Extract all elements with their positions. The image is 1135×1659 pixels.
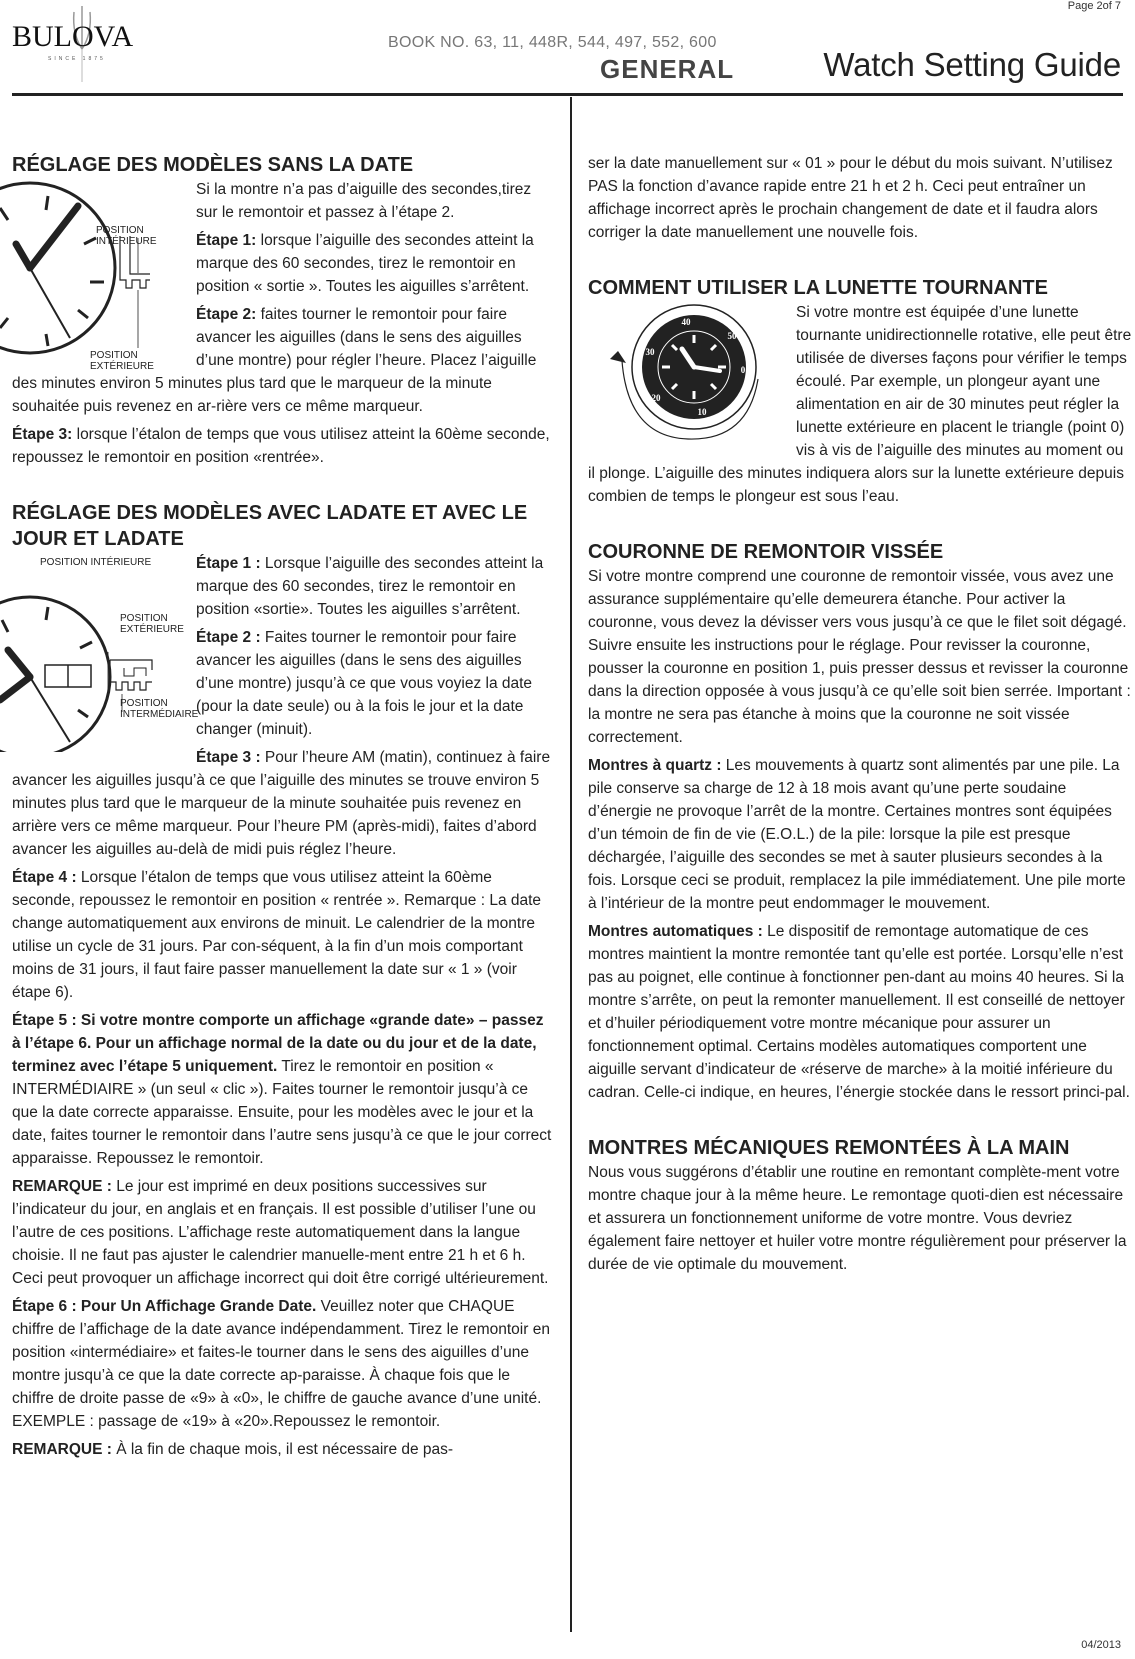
section-heading-with-date: RÉGLAGE DES MODÈLES AVEC LADATE ET AVEC LE JOUR ET LADATE bbox=[12, 502, 528, 550]
section-gap bbox=[588, 249, 1134, 275]
book-number: BOOK NO. 63, 11, 448R, 544, 497, 552, 600 bbox=[388, 34, 717, 51]
step-label: Étape 4 : bbox=[12, 869, 77, 886]
paragraph: Si votre montre est équipée d’une lunette tournante unidirectionnelle rotative, elle peut être utilisée de diverses façons pour vérifier le temps écoulé. Par exemple, un plongeur ayant une alimentation en air de 30 minutes peut régler la lunette extérieure en placent le triangle (point 0) vis à vis de l’aiguille des minutes au moment ou il plonge. L’aiguille des minutes indiquera alors sur la lunette extérieure depuis combien de temps le plongeur est sous l’eau. bbox=[588, 304, 1132, 505]
step-label: Étape 5 : Si votre montre comporte un affichage «grande date» – passez à l’étape 6. Pour un affichage normal de la date ou du jour et de la date, terminez avec l’étape 5 uniquement. bbox=[12, 1012, 544, 1075]
page-number: Page 2of 7 bbox=[1067, 0, 1121, 12]
paragraph bbox=[12, 866, 556, 1004]
right-column bbox=[588, 152, 1134, 1281]
note-text: Le jour est imprimé en deux positions successives sur l’indicateur du jour, en anglais et en français. Il est possible d’utiliser l’une ou l’autre de ces positions. L’affichage reste automatiquement dans la langue choisie. Il ne faut pas ajuster le calendrier manuelle-ment entre 21 h et 6 h. Ceci peut provoquer un affichage incorrect qui doit être corrigé ultérieurement. bbox=[12, 1178, 549, 1287]
figure-label-outer: POSITION EXTÉRIEURE bbox=[120, 613, 184, 635]
step-text: Lorsque l’aiguille des secondes atteint la marque des 60 secondes, tirez le remontoir en position «sortie». Toutes les aiguilles s’arrêtent. bbox=[196, 555, 544, 618]
column-divider bbox=[570, 97, 572, 1632]
step-label: Étape 3 : bbox=[196, 749, 261, 766]
step-text: lorsque l’étalon de temps que vous utilisez atteint la 60ème seconde, repoussez le remontoir en position «rentrée». bbox=[12, 426, 550, 466]
bezel-number: 30 bbox=[645, 347, 655, 357]
subheading-label: Montres à quartz : bbox=[588, 757, 722, 774]
left-column bbox=[12, 152, 556, 1466]
bulova-logo bbox=[12, 20, 133, 62]
step-label: Étape 3: bbox=[12, 426, 73, 443]
rotating-bezel-diagram-icon bbox=[588, 301, 796, 451]
step-text: Faites tourner le remontoir pour faire avancer les aiguilles (dans le sens des aiguilles d’une montre) jusqu’à ce que vous voyiez la date (pour la date seule) ou à la fois le jour et la date changer (minuit). bbox=[196, 629, 533, 738]
bezel-number: 0 bbox=[740, 365, 746, 375]
paragraph bbox=[12, 1295, 556, 1433]
step-label: Étape 2 : bbox=[196, 629, 261, 646]
section-gap bbox=[588, 1109, 1134, 1135]
section-heading-crown: COURONNE DE REMONTOIR VISSÉE bbox=[588, 541, 944, 563]
watch-crown-date-diagram-icon bbox=[0, 552, 199, 752]
step-label: Étape 1 : bbox=[196, 555, 261, 572]
paragraph bbox=[12, 423, 556, 469]
bezel-number: 50 bbox=[727, 331, 737, 341]
figure-label-intermediate: POSITION INTERMÉDIAIRE bbox=[120, 698, 199, 720]
section-heading-manual: MONTRES MÉCANIQUES REMONTÉES À LA MAIN bbox=[588, 1137, 1070, 1159]
section-heading-bezel: COMMENT UTILISER LA LUNETTE TOURNANTE bbox=[588, 277, 1048, 299]
watch-crown-diagram-icon bbox=[0, 178, 196, 358]
note-label: REMARQUE : bbox=[12, 1178, 112, 1195]
step-label: Étape 2: bbox=[196, 306, 257, 323]
bezel-number: 40 bbox=[681, 317, 691, 327]
subheading-label: Montres automatiques : bbox=[588, 923, 763, 940]
figure-label-inner: POSITION INTÉRIEURE bbox=[96, 225, 157, 247]
step-text: Lorsque l’étalon de temps que vous utilisez atteint la 60ème seconde, repoussez le remontoir en position « rentrée ». Remarque : La date change automatiquement aux environs de minuit. Le calendrier de la montre utilise un cycle de 31 jours. Par con-séquent, à la fin d’un mois comportant moins de 31 jours, il faut faire passer manuellement la date sur « 1 » (voir étape 6). bbox=[12, 869, 542, 1001]
paragraph bbox=[12, 1009, 556, 1170]
paragraph: Nous vous suggérons d’établir une routine en remontant complète-ment votre montre chaque jour à la même heure. Le remontage quoti-dien est nécessaire et assurera un fonctionnement uniforme de votre montre. Vous devriez également faire nettoyer et huiler votre montre régulièrement pour préserver la durée de vie optimale du mouvement. bbox=[588, 1164, 1127, 1273]
logo-since: SINCE 1875 bbox=[48, 56, 106, 62]
paragraph: Si la montre n’a pas d’aiguille des secondes,tirez sur le remontoir et passez à l’étape 2. bbox=[196, 181, 532, 221]
step-text: Tirez le remontoir en position « INTERMÉDIAIRE » (un seul « clic »). Faites tourner le remontoir jusqu’à ce que la date correcte apparaisse. Ensuite, pour les modèles avec le jour et la date, faites tourner le remontoir dans l’autre sens jusqu’à ce que le jour correct apparaisse. Repoussez le remontoir. bbox=[12, 1058, 552, 1167]
figure-label-inner: POSITION INTÉRIEURE bbox=[40, 557, 152, 568]
paragraph bbox=[12, 1438, 556, 1461]
category-label: GENERAL bbox=[600, 54, 735, 84]
section-gap bbox=[12, 474, 556, 500]
step-label: Étape 6 : Pour Un Affichage Grande Date. bbox=[12, 1298, 317, 1315]
crown-position-figure bbox=[0, 178, 196, 372]
paragraph: Si votre montre comprend une couronne de remontoir vissée, vous avez une assurance supplémentaire qu’elle demeurera étanche. Pour activer la couronne, vous devez la dévisser vers vous jusqu’à ce que le filet soit dégagé. Suivre ensuite les instructions pour le réglage. Pour revisser la couronne, pousser la couronne en position 1, puis presser dessus et revisser la couronne dans la direction opposée à vous jusqu’à ce qu’elle soit bien serrée. Important : la montre ne sera pas étanche à moins que la couronne ne soit vissée correctement. bbox=[588, 568, 1131, 746]
paragraph bbox=[588, 920, 1134, 1104]
paragraph-continued: ser la date manuellement sur « 01 » pour le début du mois suivant. N’utilisez PAS la fonction d’avance rapide entre 21 h et 2 h. Ceci peut entraîner un affichage incorrect après le prochain changement de date et il faudra alors corriger la date manuellement une nouvelle fois. bbox=[588, 155, 1113, 241]
crown-position-figure-date bbox=[0, 552, 199, 752]
paragraph bbox=[12, 746, 556, 861]
figure-label-outer: POSITION EXTÉRIEURE bbox=[90, 350, 154, 372]
step-text: Pour l’heure AM (matin), continuez à faire avancer les aiguilles jusqu’à ce que l’aiguille des minutes se trouve environ 5 minutes plus tard que le marqueur de la minute souhaitée puis revenez en arrière vers ce même marqueur. Pour l’heure PM (après-midi), faites d’abord avancer les aiguilles au-delà de midi puis réglez l’heure. bbox=[12, 749, 551, 858]
paragraph bbox=[588, 754, 1134, 915]
subheading-text: Le dispositif de remontage automatique de ces montres maintient la montre remontée tant qu’elle est portée. Lorsqu’elle n’est pas au poignet, elle continue à fonctionner pen-dant au moins 40 heures. Si la montre s’arrête, on peut la remonter manuellement. Il est conseillé de nettoyer et d’huiler périodiquement votre montre mécanique pour assurer un fonctionnement optimal. Certains modèles automatiques comportent une aiguille servant d’indicateur de «réserve de marche» à la moitié inférieure du cadran. Celle-ci indique, en heures, l’énergie stockée dans le ressort princi-pal. bbox=[588, 923, 1130, 1101]
step-text: Veuillez noter que CHAQUE chiffre de l’affichage de la date avance indépendamment. Tirez le remontoir en position «intermédiaire» et faites-le tourner dans le sens des aiguilles d’une montre jusqu’à ce que la date correcte ap-paraisse. À chaque fois que le chiffre de droite passe de «9» à «0», le chiffre de gauche avance d’une unité. EXEMPLE : passage de «19» à «20».Repoussez le remontoir. bbox=[12, 1298, 550, 1430]
step-text: lorsque l’aiguille des secondes atteint la marque des 60 secondes, tirez le remontoir en position « sortie ». Toutes les aiguilles s’arrêtent. bbox=[196, 232, 534, 295]
page-title: Watch Setting Guide bbox=[823, 46, 1121, 83]
paragraph bbox=[12, 1175, 556, 1290]
section-gap bbox=[588, 513, 1134, 539]
rotating-bezel-figure bbox=[588, 301, 796, 451]
step-label: Étape 1: bbox=[196, 232, 257, 249]
note-text: À la fin de chaque mois, il est nécessaire de pas- bbox=[111, 1441, 454, 1458]
subheading-text: Les mouvements à quartz sont alimentés par une pile. La pile conserve sa charge de 12 à 18 mois avant qu’une perte soudaine d’énergie ne provoque l’arrêt de la montre. Certaines montres sont équipées d’un témoin de fin de vie (E.O.L.) de la pile: lorsque la pile est presque déchargée, l’aiguille des secondes se met à sauter plusieurs secondes à la fois. Lorsque ceci se produit, remplacez la pile immédiatement. Une pile morte à l’intérieur de la montre peut endommager le mouvement. bbox=[588, 757, 1126, 912]
step-text: faites tourner le remontoir pour faire avancer les aiguilles (dans le sens des aiguilles d’une montre) pour régler l’heure. Placez l’aiguille des minutes environ 5 minutes plus tard que le marqueur de la minute souhaitée puis revenez en ar-rière vers ce même marqueur. bbox=[12, 306, 537, 415]
header-rule bbox=[12, 93, 1123, 96]
bezel-number: 10 bbox=[697, 407, 707, 417]
note-label: REMARQUE : bbox=[12, 1441, 112, 1458]
logo-text: BULOVA bbox=[12, 20, 134, 53]
bezel-number: 20 bbox=[651, 393, 661, 403]
section-heading-no-date: RÉGLAGE DES MODÈLES SANS LA DATE bbox=[12, 154, 414, 176]
footer-date: 04/2013 bbox=[1081, 1639, 1121, 1651]
